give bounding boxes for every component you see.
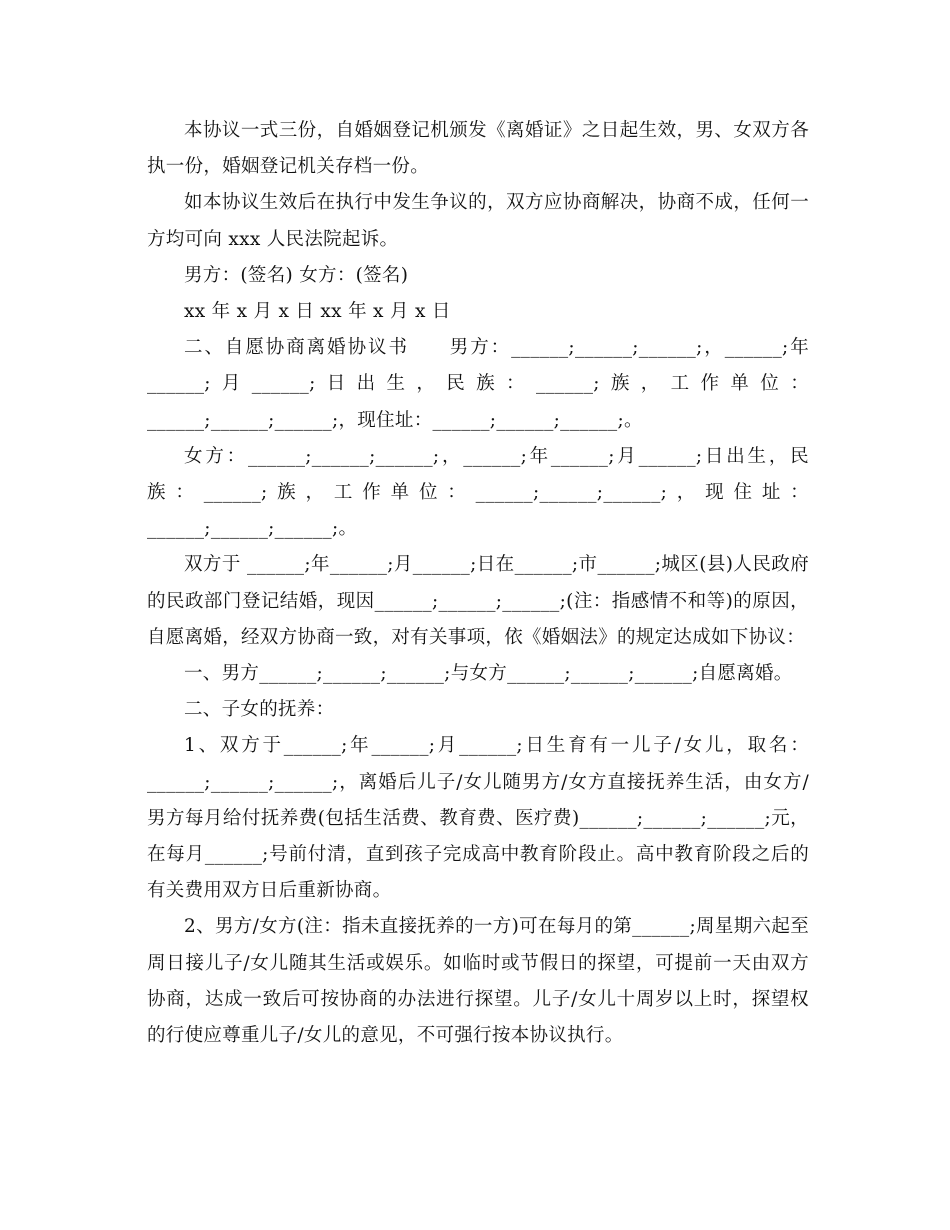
paragraph-clause-child-support: 1、双方于______;年______;月______;日生育有一儿子/女儿，取名：______;______;______;，离婚后儿子/女儿随男方/女方直接抚养生活，由女方/男方每月给付抚养费(包括生活费、教育费、医疗费)______;______;______;元，在每月______;号前付清，直到孩子完成高中教育阶段止。高中教育阶段之后的有关费用双方日后重新协商。 bbox=[147, 735, 809, 902]
paragraph-agreement-title-male: 二、自愿协商离婚协议书 男方：______;______;______;，______;年______;月______;日出生，民族：______;族，工作单位：______;______;______;，现住址：______;______;______;。 bbox=[147, 337, 809, 431]
document-page bbox=[147, 113, 809, 1054]
paragraph-effectiveness: 本协议一式三份，自婚姻登记机颁发《离婚证》之日起生效，男、女双方各执一份，婚姻登记机关存档一份。 bbox=[147, 120, 809, 178]
paragraph-dates: xx 年 x 月 x 日 xx 年 x 月 x 日 bbox=[184, 301, 451, 323]
paragraph-female-party: 女方：______;______;______;，______;年______;月______;日出生，民族：______;族，工作单位：______;______;______;，现住址：______;______;______;。 bbox=[147, 445, 809, 540]
paragraph-clause-children-heading: 二、子女的抚养： bbox=[184, 699, 335, 721]
paragraph-signatures: 男方：(签名) 女方：(签名) bbox=[184, 264, 409, 286]
paragraph-clause-divorce: 一、男方______;______;______;与女方______;______;______;自愿离婚。 bbox=[184, 663, 793, 685]
paragraph-marriage-registration: 双方于 ______;年______;月______;日在______;市______;城区(县)人民政府的民政部门登记结婚，现因______;______;______;(注：指感情不和等)的原因，自愿离婚，经双方协商一致，对有关事项，依《婚姻法》的规定达成如下协议： bbox=[147, 554, 809, 648]
paragraph-clause-visitation: 2、男方/女方(注：指未直接抚养的一方)可在每月的第______;周星期六起至周日接儿子/女儿随其生活或娱乐。如临时或节假日的探望，可提前一天由双方协商，达成一致后可按协商的办法进行探望。儿子/女儿十周岁以上时，探望权的行使应尊重儿子/女儿的意见，不可强行按本协议执行。 bbox=[147, 916, 809, 1047]
paragraph-dispute: 如本协议生效后在执行中发生争议的，双方应协商解决，协商不成，任何一方均可向 xxx 人民法院起诉。 bbox=[147, 192, 809, 250]
